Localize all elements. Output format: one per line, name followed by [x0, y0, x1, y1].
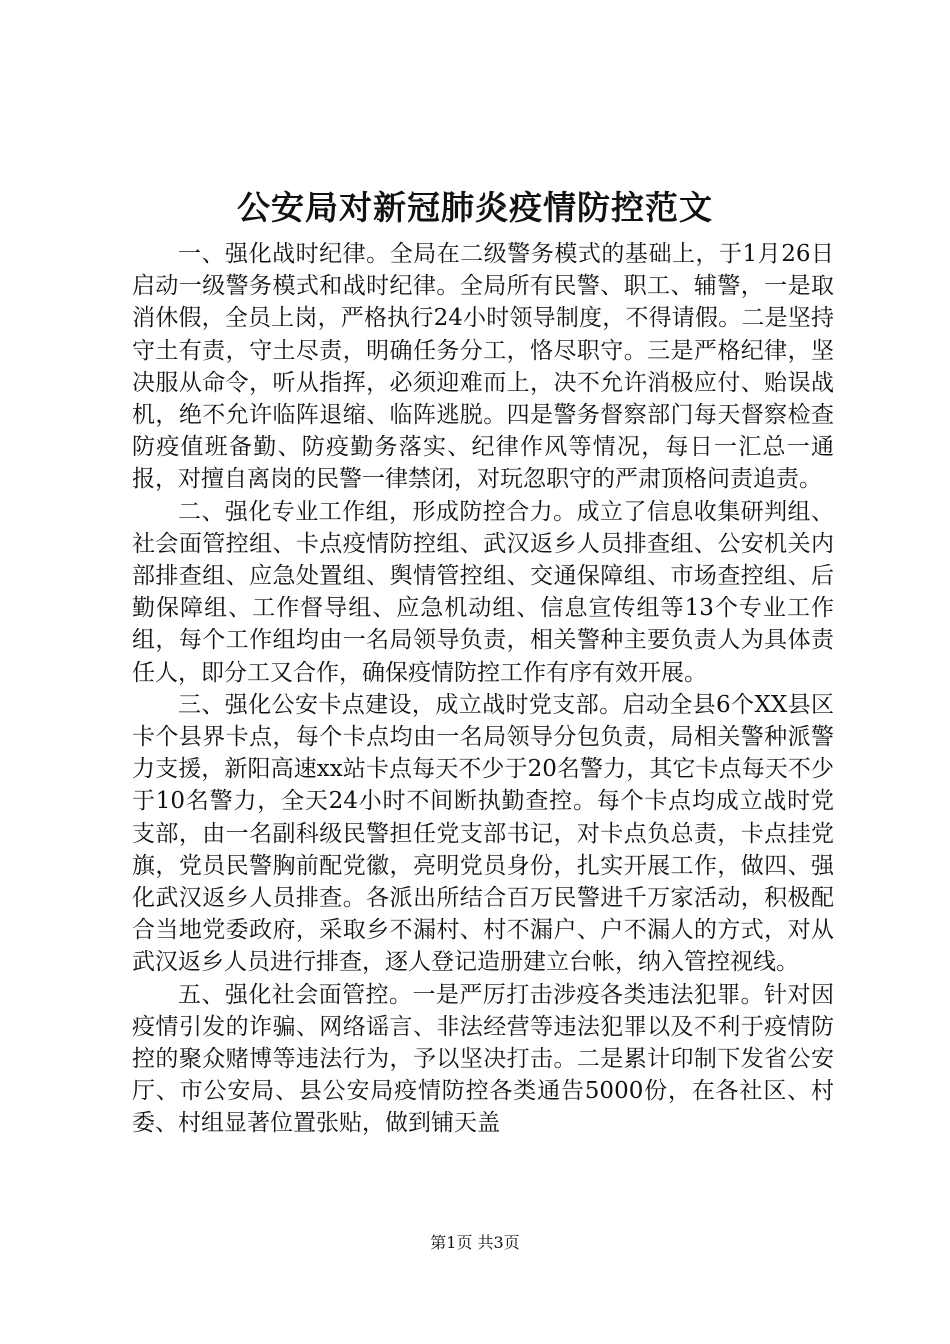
- page-footer: [0, 1232, 950, 1254]
- paragraph-2: 二、强化专业工作组，形成防控合力。成立了信息收集研判组、社会面管控组、卡点疫情防控组、武汉返乡人员排查组、公安机关内部排查组、应急处置组、舆情管控组、交通保障组、市场查控组、后勤保障组、工作督导组、应急机动组、信息宣传组等13个专业工作组，每个工作组均由一名局领导负责，相关警种主要负责人为具体责任人，即分工又合作，确保疫情防控工作有序有效开展。: [132, 498, 834, 686]
- paragraph-1: 一、强化战时纪律。全局在二级警务模式的基础上，于1月26日启动一级警务模式和战时纪律。全局所有民警、职工、辅警，一是取消休假，全员上岗，严格执行24小时领导制度，不得请假。二是坚持守土有责，守土尽责，明确任务分工，恪尽职守。三是严格纪律，坚决服从命令，听从指挥，必须迎难而上，决不允许消极应付、贻误战机，绝不允许临阵退缩、临阵逃脱。四是警务督察部门每天督察检查防疫值班备勤、防疫勤务落实、纪律作风等情况，每日一汇总一通报，对擅自离岗的民警一律禁闭，对玩忽职守的严肃顶格问责追责。: [132, 241, 834, 493]
- document-body: [132, 238, 834, 1140]
- paragraph-4: 五、强化社会面管控。一是严厉打击涉疫各类违法犯罪。针对因疫情引发的诈骗、网络谣言、非法经营等违法犯罪以及不利于疫情防控的聚众赌博等违法行为，予以坚决打击。二是累计印制下发省公安厅、市公安局、县公安局疫情防控各类通告5000份，在各社区、村委、村组显著位置张贴，做到铺天盖: [132, 981, 834, 1137]
- page-number: 第1页 共3页: [430, 1233, 520, 1252]
- paragraph-3: 三、强化公安卡点建设，成立战时党支部。启动全县6个XX县区卡个县界卡点，每个卡点均由一名局领导分包负责，局相关警种派警力支援，新阳高速xx站卡点每天不少于20名警力，其它卡点每天不少于10名警力，全天24小时不间断执勤查控。每个卡点均成立战时党支部，由一名副科级民警担任党支部书记，对卡点负总责，卡点挂党旗，党员民警胸前配党徽，亮明党员身份，扎实开展工作，做四、强化武汉返乡人员排查。各派出所结合百万民警进千万家活动，积极配合当地党委政府，采取乡不漏村、村不漏户、户不漏人的方式，对从武汉返乡人员进行排查，逐人登记造册建立台帐，纳入管控视线。: [132, 691, 834, 976]
- document-title: 公安局对新冠肺炎疫情防控范文: [237, 188, 713, 227]
